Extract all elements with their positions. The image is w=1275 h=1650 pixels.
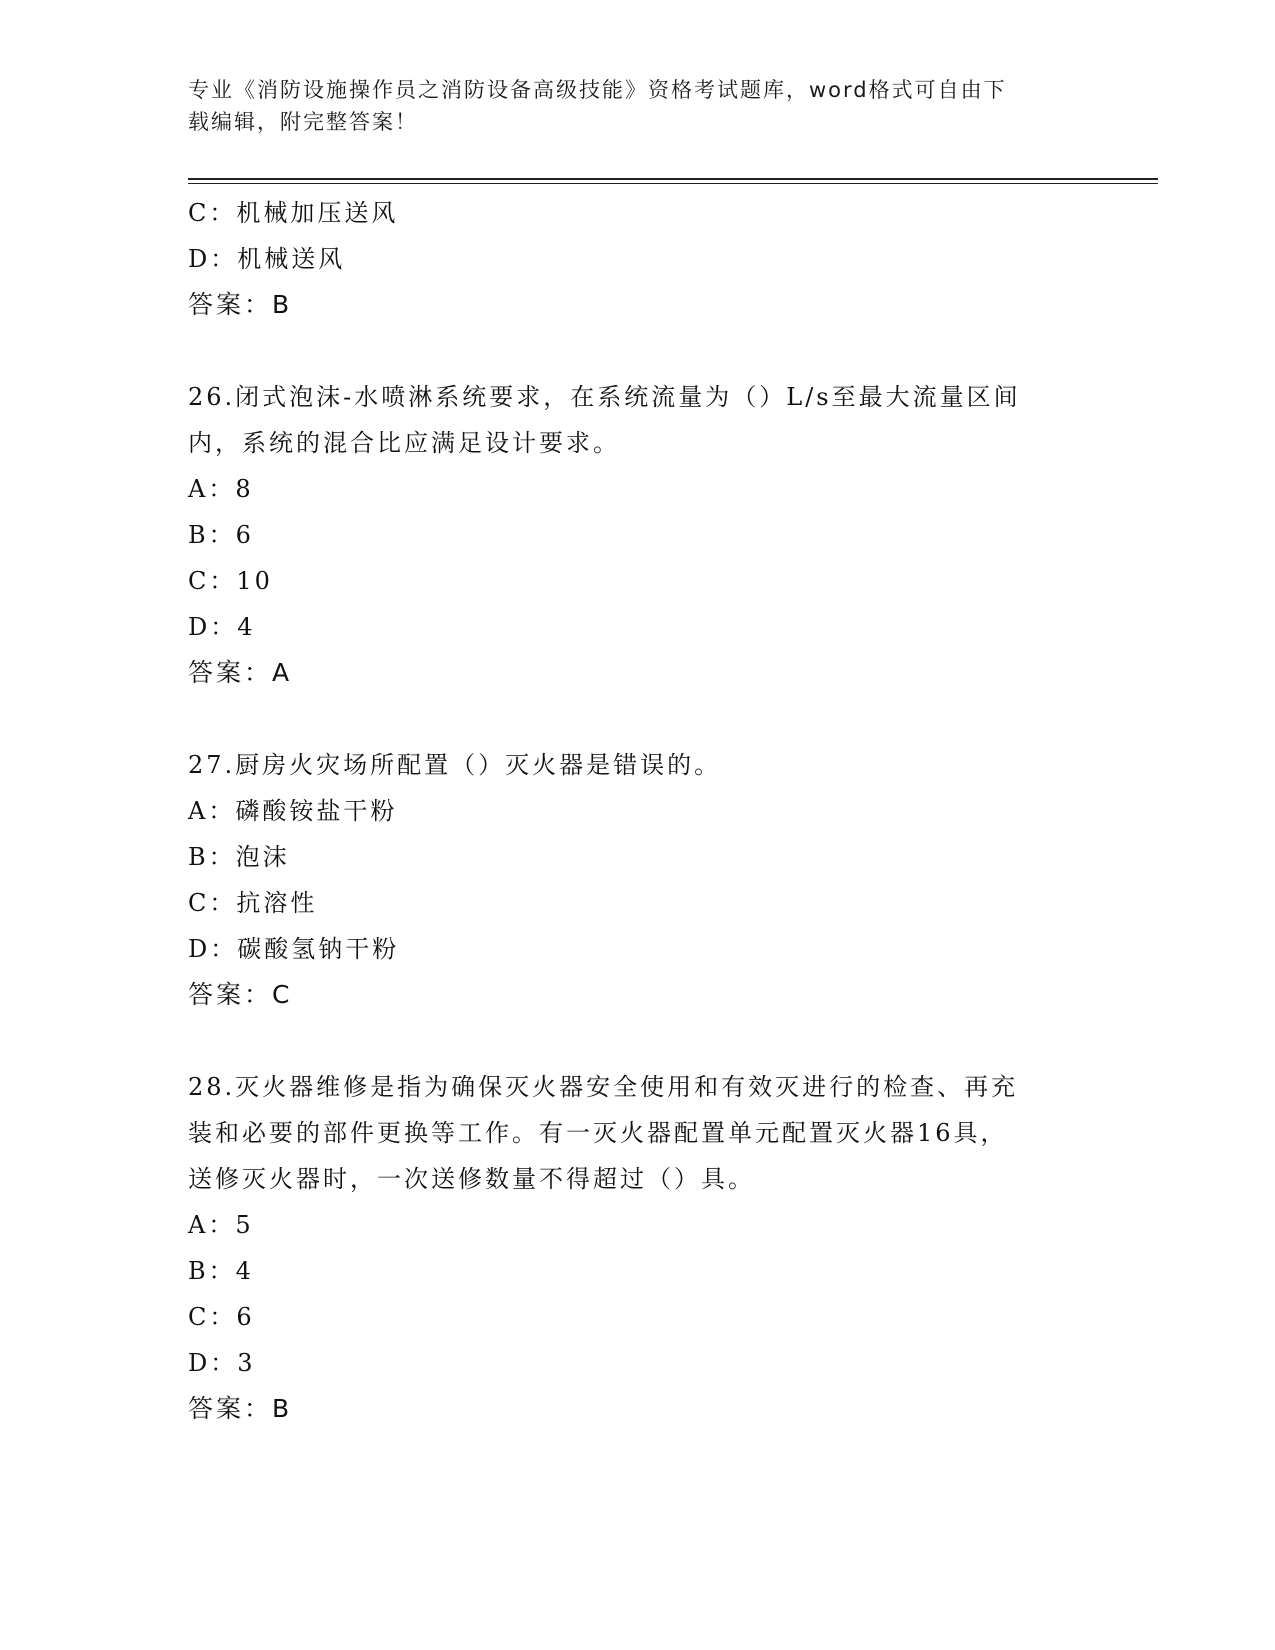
header-line-1: 专业《消防设施操作员之消防设备高级技能》资格考试题库，word格式可自由下 <box>188 78 1007 102</box>
spacer <box>188 696 1088 742</box>
option-d: D：3 <box>188 1349 256 1377</box>
answer: 答案：B <box>188 1394 293 1423</box>
option-b: B：4 <box>188 1257 254 1285</box>
question-27 <box>188 742 1088 1018</box>
option-d: D：机械送风 <box>188 245 346 273</box>
question-26 <box>188 374 1088 696</box>
question-stem: 28.灭火器维修是指为确保灭火器安全使用和有效灭进行的检查、再充 <box>188 1073 1019 1101</box>
question-stem: 装和必要的部件更换等工作。有一灭火器配置单元配置灭火器16具， <box>188 1119 1008 1147</box>
question-25-tail <box>188 190 1088 328</box>
option-d: D：碳酸氢钠干粉 <box>188 935 400 963</box>
option-a: A：5 <box>188 1211 254 1239</box>
option-d: D：4 <box>188 613 256 641</box>
question-stem: 27.厨房火灾场所配置（）灭火器是错误的。 <box>188 751 722 779</box>
option-a: A：8 <box>188 475 254 503</box>
answer: 答案：B <box>188 290 293 319</box>
option-c: C：6 <box>188 1303 255 1331</box>
spacer <box>188 1018 1088 1064</box>
header-divider-thin <box>188 183 1158 184</box>
spacer <box>188 328 1088 374</box>
header-divider-thick <box>188 178 1158 180</box>
option-a: A：磷酸铵盐干粉 <box>188 797 398 825</box>
option-c: C：机械加压送风 <box>188 199 399 227</box>
header-line-2: 载编辑，附完整答案！ <box>188 110 418 134</box>
option-b: B：6 <box>188 521 254 549</box>
document-header <box>188 74 1088 138</box>
option-b: B：泡沫 <box>188 843 290 871</box>
option-c: C：10 <box>188 567 273 595</box>
option-c: C：抗溶性 <box>188 889 318 917</box>
question-stem: 送修灭火器时，一次送修数量不得超过（）具。 <box>188 1165 755 1193</box>
document-body <box>188 190 1088 1432</box>
answer: 答案：A <box>188 658 293 687</box>
question-stem: 26.闭式泡沫-水喷淋系统要求，在系统流量为（）L/s至最大流量区间 <box>188 383 1021 411</box>
answer: 答案：C <box>188 980 293 1009</box>
question-stem: 内，系统的混合比应满足设计要求。 <box>188 429 620 457</box>
question-28 <box>188 1064 1088 1432</box>
